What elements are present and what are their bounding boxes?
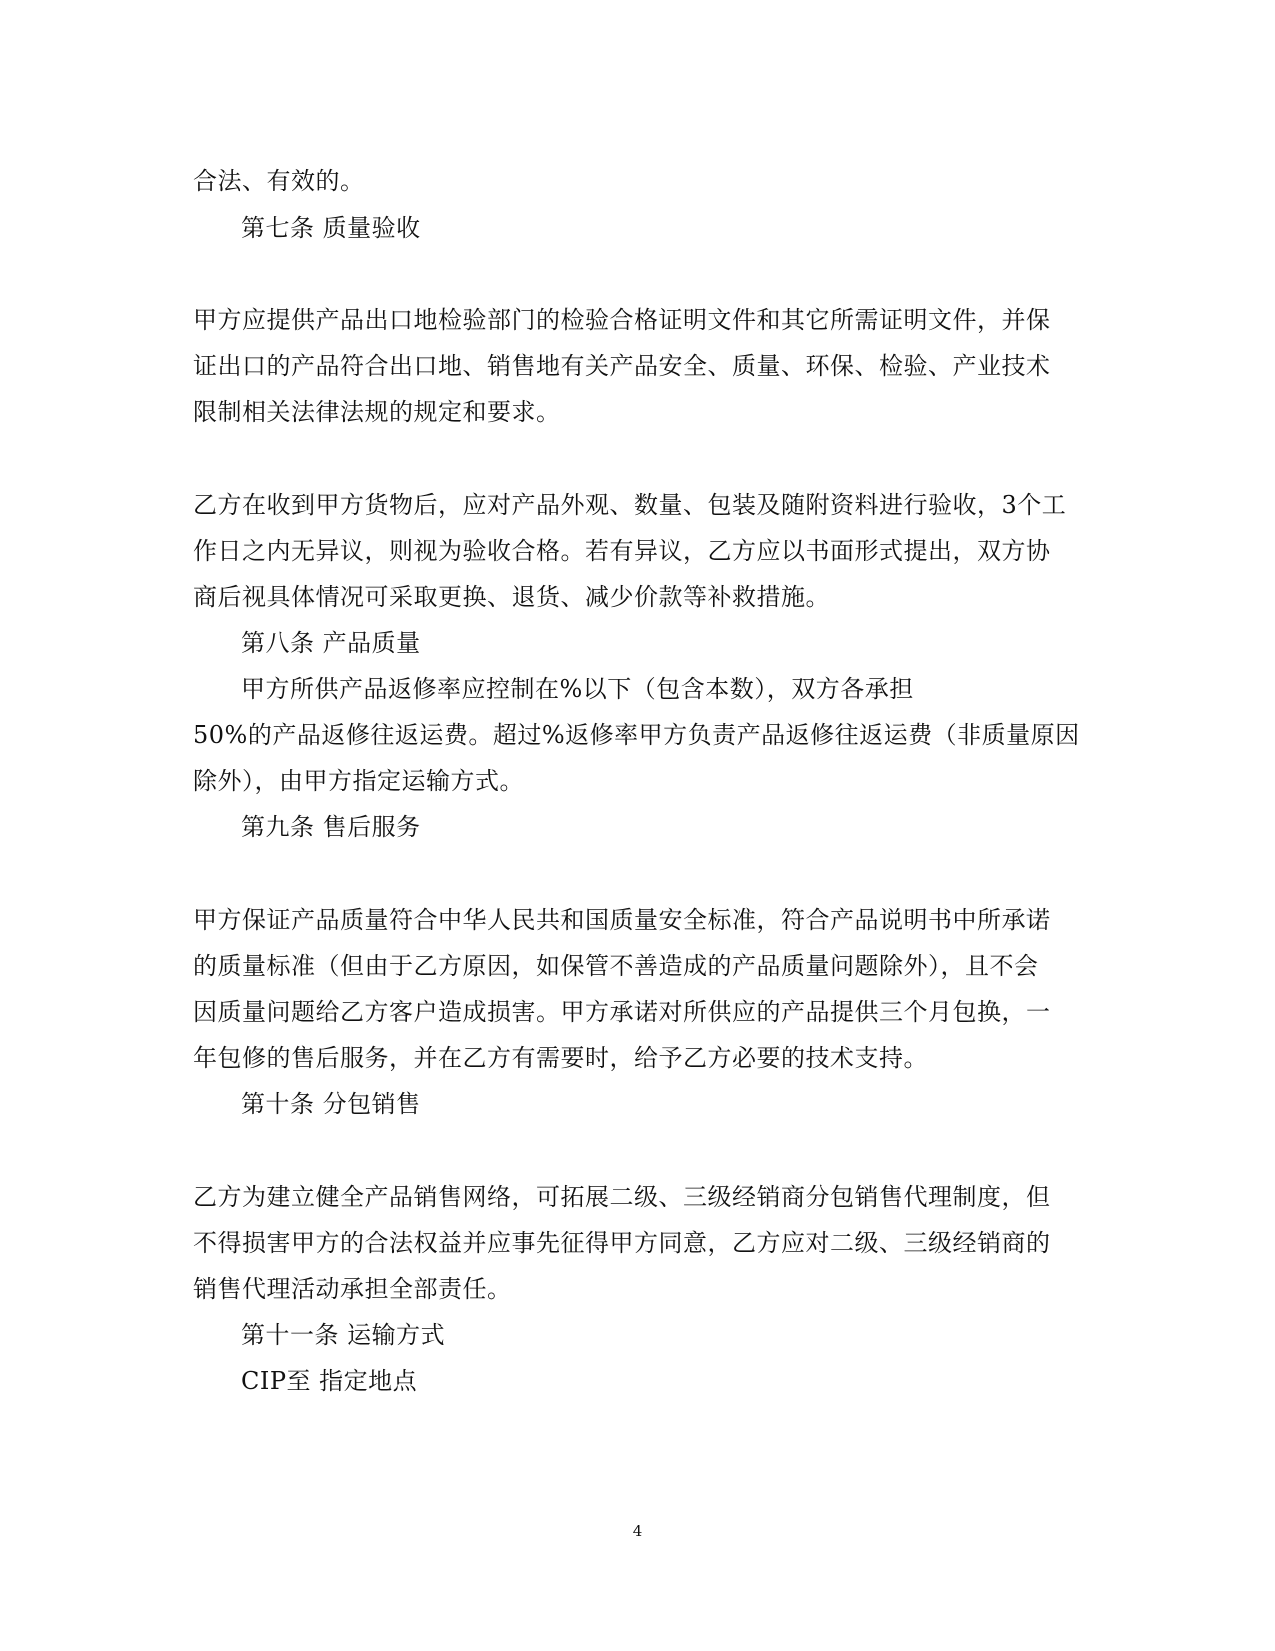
body-text-line: 商后视具体情况可采取更换、退货、减少价款等补救措施。 [193, 583, 830, 611]
body-text-line: 甲方所供产品返修率应控制在%以下（包含本数），双方各承担 [241, 675, 914, 703]
body-text-line: 乙方在收到甲方货物后，应对产品外观、数量、包装及随附资料进行验收，3个工 [193, 491, 1067, 519]
article-heading: 第九条 售后服务 [241, 813, 421, 841]
body-text-line: 因质量问题给乙方客户造成损害。甲方承诺对所供应的产品提供三个月包换，一 [193, 998, 1051, 1026]
body-text-line: 作日之内无异议，则视为验收合格。若有异议，乙方应以书面形式提出，双方协 [193, 537, 1051, 565]
body-text-line: 甲方保证产品质量符合中华人民共和国质量安全标准，符合产品说明书中所承诺 [193, 906, 1051, 934]
page-number: 4 [632, 1522, 643, 1540]
body-text-line: 限制相关法律法规的规定和要求。 [193, 398, 561, 426]
article-heading: 第十一条 运输方式 [241, 1321, 446, 1349]
article-heading: 第七条 质量验收 [241, 214, 421, 242]
body-text-line: CIP至 指定地点 [241, 1367, 418, 1395]
body-text-line: 不得损害甲方的合法权益并应事先征得甲方同意，乙方应对二级、三级经销商的 [193, 1229, 1051, 1257]
body-text-line: 50%的产品返修往返运费。超过%返修率甲方负责产品返修往返运费（非质量原因 [193, 721, 1080, 749]
article-heading: 第十条 分包销售 [241, 1090, 421, 1118]
body-text-line: 销售代理活动承担全部责任。 [193, 1275, 512, 1303]
body-text-line: 乙方为建立健全产品销售网络，可拓展二级、三级经销商分包销售代理制度，但 [193, 1183, 1051, 1211]
body-text-line: 甲方应提供产品出口地检验部门的检验合格证明文件和其它所需证明文件，并保 [193, 306, 1051, 334]
body-text-line: 合法、有效的。 [193, 167, 365, 195]
article-heading: 第八条 产品质量 [241, 629, 421, 657]
body-text-line: 年包修的售后服务，并在乙方有需要时，给予乙方必要的技术支持。 [193, 1044, 928, 1072]
body-text-line: 的质量标准（但由于乙方原因，如保管不善造成的产品质量问题除外），且不会 [193, 952, 1039, 980]
body-text-line: 证出口的产品符合出口地、销售地有关产品安全、质量、环保、检验、产业技术 [193, 352, 1051, 380]
body-text-line: 除外），由甲方指定运输方式。 [193, 767, 524, 795]
